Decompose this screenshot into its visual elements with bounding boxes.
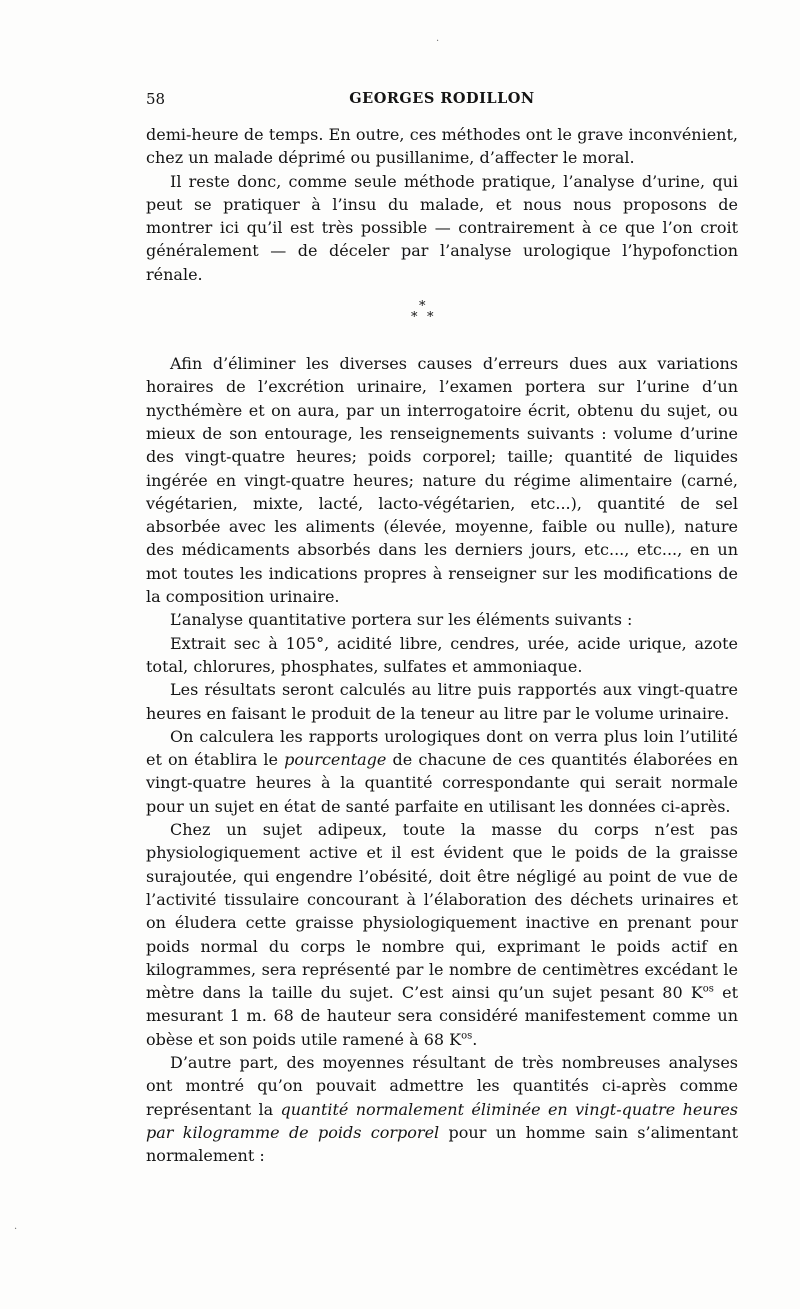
asterisk-left: * bbox=[411, 310, 418, 326]
paragraph-7-text-after: de chacune de ces quantités élaborées en vingt-quatre heures à la quantité correspondante qui serait normale pour un sujet en état de santé parfaite en utilisant les données ci-après. bbox=[146, 750, 738, 816]
scan-speck: · bbox=[436, 36, 440, 47]
paragraph-5: Extrait sec à 105°, acidité libre, cendres, urée, acide urique, azote total, chlorures, phosphates, sulfates et ammoniaque. bbox=[146, 633, 738, 676]
paragraph-8-superscript-2: os bbox=[461, 1030, 473, 1042]
paragraph-1: demi-heure de temps. En outre, ces méthodes ont le grave inconvénient, chez un malade déprimé ou pusillanime, d’affecter le moral. bbox=[146, 125, 738, 168]
body-text bbox=[146, 123, 738, 1167]
paragraph-4: L’analyse quantitative portera sur les éléments suivants : bbox=[170, 610, 633, 630]
paragraph-9-italic: quantité normalement éliminée en vingt-quatre heures par kilogramme de poids corporel bbox=[146, 1099, 739, 1142]
paragraph-9-text-before: D’autre part, des moyennes résultant de très nombreuses analyses ont montré qu’on pouvait admettre les quantités ci-après comme représentant la bbox=[146, 1052, 738, 1119]
paragraph-9 bbox=[146, 1051, 738, 1167]
paragraph-3: Afin d’éliminer les diverses causes d’erreurs dues aux variations horaires de l’excrétion urinaire, l’examen portera sur l’urine d’un nycthémère et on aura, par un interrogatoire écrit, obtenu du sujet, ou mieux de son entourage, les renseignements suivants : volume d’urine des vingt-quatre heures; poids corporel; taille; quantité de liquides ingérée en vingt-quatre heures; nature du régime alimentaire (carné, végétarien, mixte, lacté, lacto-végétarien, etc...), quantité de sel absorbée avec les aliments (élevée, moyenne, faible ou nulle), nature des médicaments absorbés dans les derniers jours, etc..., etc..., en un mot toutes les indications propres à renseigner sur les modifications de la composition urinaire. bbox=[146, 354, 738, 607]
page-header bbox=[146, 90, 738, 112]
paragraph-7 bbox=[146, 725, 738, 818]
paragraph-8-text-3: . bbox=[472, 1029, 478, 1049]
asterisk-top: * bbox=[419, 299, 426, 315]
section-asterism bbox=[146, 286, 738, 352]
paragraph-8-text-1: Chez un sujet adipeux, toute la masse du corps n’est pas physiologiquement active et il est évident que le poids de la graisse surajoutée, qui engendre l’obésité, doit être négligé au point de vue de l’activité tissulaire concourant à l’élaboration des déchets urinaires et on éludera cette graisse physiologiquement inactive en prenant pour poids normal du corps le nombre qui, exprimant le poids actif en kilogrammes, sera représenté par le nombre de centimètres excédant le mètre dans la taille du sujet. C’est ainsi qu’un sujet pesant 80 K bbox=[146, 820, 738, 1003]
scan-speck: · bbox=[14, 1224, 18, 1235]
paragraph-2: Il reste donc, comme seule méthode pratique, l’analyse d’urine, qui peut se pratiquer à l’insu du malade, et nous nous proposons de montrer ici qu’il est très possible — contrairement à ce que l’on croit généralement — de déceler par l’analyse urologique l’hypofonction rénale. bbox=[146, 171, 738, 284]
paragraph-9-text-after: pour un homme sain s’alimentant normalement : bbox=[146, 1122, 738, 1166]
paragraph-7-text-before: On calculera les rapports urologiques dont on verra plus loin l’utilité et on établira le bbox=[146, 726, 738, 770]
page-number: 58 bbox=[146, 90, 166, 108]
paragraph-6: Les résultats seront calculés au litre puis rapportés aux vingt-quatre heures en faisant le produit de la teneur au litre par le volume urinaire. bbox=[146, 680, 738, 723]
asterisk-right: * bbox=[427, 310, 434, 326]
paragraph-8-text-2: et mesurant 1 m. 68 de hauteur sera considéré manifestement comme un obèse et son poids utile ramené à 68 K bbox=[146, 983, 739, 1049]
running-head: GEORGES RODILLON bbox=[349, 90, 535, 107]
paragraph-8-superscript-1: os bbox=[702, 983, 714, 995]
paragraph-7-italic: pourcentage bbox=[284, 750, 387, 770]
paragraph-8 bbox=[146, 818, 738, 1051]
